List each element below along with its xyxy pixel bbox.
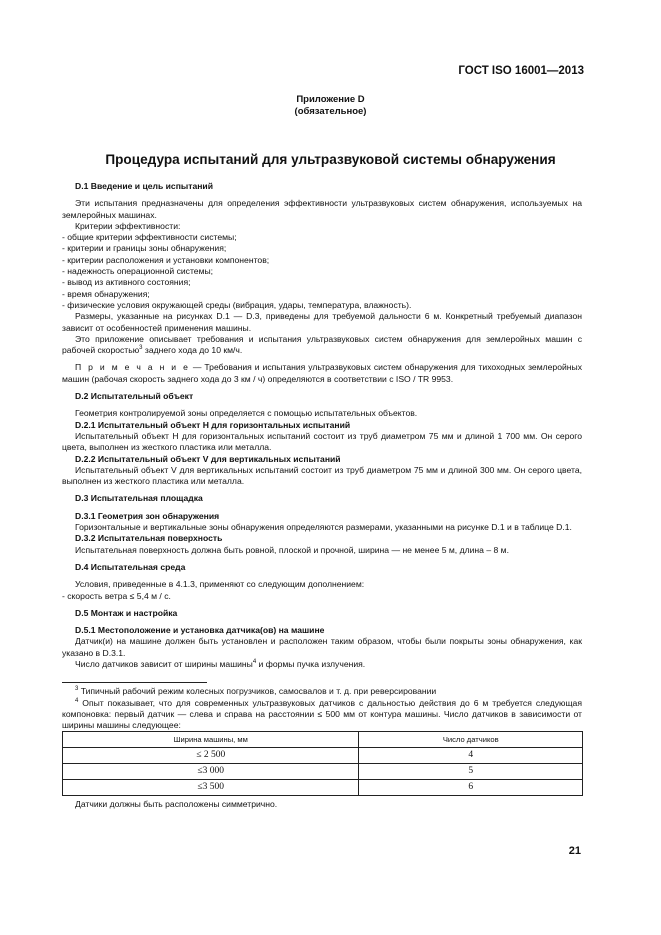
criteria-item: - надежность операционной системы; xyxy=(62,266,214,277)
scope-text: Это приложение описывает требования и испытания ультразвуковых систем обнаружения для землеройных машин с рабочей скоростью xyxy=(62,333,582,356)
dimensions-paragraph: Размеры, указанные на рисунках D.1 — D.3, приведены для требуемой дальности 6 м. Конкретный требуемый диапазон зависит от особенностей применения машины. xyxy=(62,311,582,333)
scope-paragraph xyxy=(62,334,582,357)
section-d31-heading: D.3.1 Геометрия зон обнаружения xyxy=(75,510,220,521)
criteria-item: - физические условия окружающей среды (вибрация, удары, температура, влажность). xyxy=(62,299,412,310)
criteria-label: Критерии эффективности: xyxy=(75,220,181,231)
cell-width: ≤3 500 xyxy=(63,780,359,796)
footnote-divider xyxy=(62,682,207,683)
d22-paragraph: Испытательный объект V для вертикальных испытаний состоит из труб диаметром 75 мм и длиной 300 мм. Он серого цвета, выполнен из жесткого пластика или металла. xyxy=(62,464,582,487)
cell-count: 5 xyxy=(359,764,583,780)
header-sensor-count: Число датчиков xyxy=(359,732,583,748)
after-table-note: Датчики должны быть расположены симметрично. xyxy=(75,799,278,810)
table-header-row xyxy=(63,732,583,748)
cell-count: 6 xyxy=(359,780,583,796)
footnote-3-text: Типичный рабочий режим колесных погрузчиков, самосвалов и т. д. при реверсировании xyxy=(78,686,437,697)
section-d4-heading: D.4 Испытательная среда xyxy=(75,561,186,572)
criteria-item: - критерии расположения и установки компонентов; xyxy=(62,254,270,265)
annex-type: (обязательное) xyxy=(294,106,367,117)
criteria-item: - критерии и границы зоны обнаружения; xyxy=(62,243,227,254)
section-d22-heading: D.2.2 Испытательный объект V для вертикальных испытаний xyxy=(75,453,341,464)
note-text: — Требования и испытания ультразвуковых систем обнаружения для тихоходных землеройных машин (рабочая скорость заднего хода до 3 км / ч) определяются в соответствии с ISO / TR 9953. xyxy=(62,362,582,384)
footnote-4-text: Опыт показывает, что для современных ультразвуковых датчиков с дальностью действия до 6 м требуется следующая компоновка: первый датчик — слева и справа на расстоянии ≤ 500 мм от контура машины. Число датчиков в зависимости от ширины машины следующее: xyxy=(62,697,582,731)
section-d5-heading: D.5 Монтаж и настройка xyxy=(75,607,178,618)
d51-paragraph: Датчик(и) на машине должен быть установлен и расположен таким образом, чтобы были покрыты зоны обнаружения, как указано в D.3.1. xyxy=(62,636,582,658)
section-d21-heading: D.2.1 Испытательный объект H для горизонтальных испытаний xyxy=(75,419,351,430)
d21-paragraph: Испытательный объект H для горизонтальных испытаний состоит из труб диаметром 75 мм и длиной 1 700 мм. Он серого цвета, выполнен из жесткого пластика или металла. xyxy=(62,430,582,453)
d32-paragraph: Испытательная поверхность должна быть ровной, плоской и прочной, ширина — не менее 5 м, длина – 8 м. xyxy=(75,544,509,555)
document-title: Процедура испытаний для ультразвуковой системы обнаружения xyxy=(105,152,556,167)
sensor-count-text: Число датчиков зависит от ширины машины xyxy=(75,658,253,669)
cell-count: 4 xyxy=(359,748,583,764)
sensor-count-text-end: и формы пучка излучения. xyxy=(256,658,366,669)
footnote-mark-4: 4 xyxy=(75,697,79,704)
scope-text-end: заднего хода до 10 км/ч. xyxy=(142,345,243,356)
d4-paragraph: Условия, приведенные в 4.1.3, применяют со следующим дополнением: xyxy=(75,579,365,590)
footnote-ref-4: 4 xyxy=(252,659,257,666)
table-row xyxy=(63,748,583,764)
header-machine-width: Ширина машины, мм xyxy=(63,732,359,748)
criteria-item: - время обнаружения; xyxy=(62,288,150,299)
note-label: П р и м е ч а н и е xyxy=(75,362,190,373)
criteria-item: - общие критерии эффективности системы; xyxy=(62,232,237,243)
note-paragraph xyxy=(62,362,582,385)
criteria-item: - вывод из активного состояния; xyxy=(62,277,191,288)
annex-title: Приложение D xyxy=(296,94,365,105)
section-d3-heading: D.3 Испытательная площадка xyxy=(75,493,203,504)
footnote-mark-3: 3 xyxy=(75,686,79,693)
section-d2-heading: D.2 Испытательный объект xyxy=(75,391,194,402)
d31-paragraph: Горизонтальные и вертикальные зоны обнаружения определяются размерами, указанными на рисунке D.1 и в таблице D.1. xyxy=(75,522,572,533)
footnote-3 xyxy=(62,686,582,697)
sensor-count-paragraph xyxy=(62,659,582,670)
d1-paragraph: Эти испытания предназначены для определения эффективности ультразвуковых систем обнаружения, используемых на землеройных машинах. xyxy=(62,198,582,220)
section-d1-heading: D.1 Введение и цель испытаний xyxy=(75,181,213,191)
footnote-ref-3: 3 xyxy=(139,345,143,352)
table-row xyxy=(63,780,583,796)
section-d51-heading: D.5.1 Местоположение и установка датчика(ов) на машине xyxy=(75,625,325,636)
d2-paragraph: Геометрия контролируемой зоны определяется с помощью испытательных объектов. xyxy=(75,408,418,419)
standard-designation: ГОСТ ISO 16001—2013 xyxy=(458,65,584,77)
cell-width: ≤ 2 500 xyxy=(63,748,359,764)
footnote-4 xyxy=(62,698,582,732)
wind-condition: - скорость ветра ≤ 5,4 м / с. xyxy=(62,590,171,601)
section-d32-heading: D.3.2 Испытательная поверхность xyxy=(75,533,223,544)
document-body xyxy=(62,181,582,811)
sensor-table xyxy=(62,731,583,796)
table-row xyxy=(63,764,583,780)
page-number: 21 xyxy=(568,845,581,857)
cell-width: ≤3 000 xyxy=(63,764,359,780)
